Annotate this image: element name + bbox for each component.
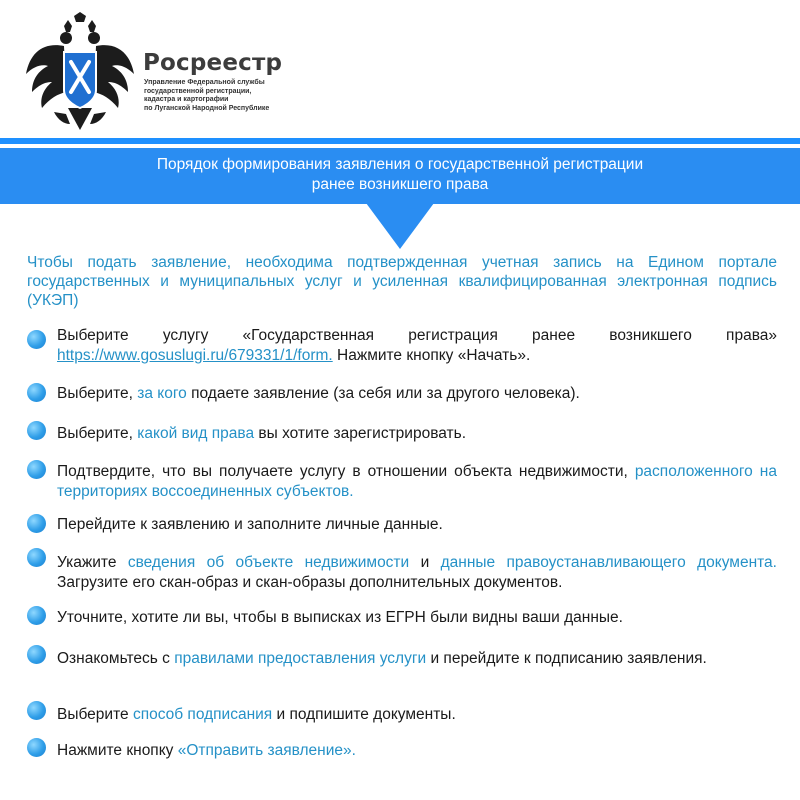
bullet-dot-icon xyxy=(27,645,46,664)
bullet-dot-icon xyxy=(27,330,46,349)
list-item: Укажите сведения об объекте недвижимости и данные правоустанавливающего документа. Загрузите его скан-образ и скан-образы дополнительных документов. xyxy=(57,554,777,591)
list-item: Перейдите к заявлению и заполните личные данные. xyxy=(57,516,443,533)
list-item: Уточните, хотите ли вы, чтобы в выписках из ЕГРН были видны ваши данные. xyxy=(57,609,623,626)
list-item: Выберите способ подписания и подпишите документы. xyxy=(57,706,456,723)
bullet-dot-icon xyxy=(27,383,46,402)
list-item: Нажмите кнопку «Отправить заявление». xyxy=(57,742,356,759)
bullet-dot-icon xyxy=(27,421,46,440)
bullet-dot-icon xyxy=(27,701,46,720)
list-item: Выберите, за кого подаете заявление (за себя или за другого человека). xyxy=(57,385,580,402)
banner-title-line-2: ранее возникшего права xyxy=(311,176,489,193)
intro-text: Чтобы подать заявление, необходима подтвержденная учетная запись на Едином портале государственных и муниципальных услуг и усиленная квалифицированная электронная подпись (УКЭП) xyxy=(27,254,777,309)
bullet-dot-icon xyxy=(27,460,46,479)
list-item: Подтвердите, что вы получаете услугу в отношении объекта недвижимости, расположенного на территориях воссоединенных субъектов. xyxy=(57,463,777,500)
list-item: Выберите услугу «Государственная регистрация ранее возникшего права» https://www.gosuslugi.ru/679331/1/form. Нажмите кнопку «Начать». xyxy=(57,327,777,364)
gosuslugi-link[interactable]: https://www.gosuslugi.ru/679331/1/form. xyxy=(57,346,333,364)
bullet-dot-icon xyxy=(27,606,46,625)
brand-name: Росреестр xyxy=(143,50,283,76)
list-item: Выберите, какой вид права вы хотите зарегистрировать. xyxy=(57,425,467,442)
bullet-dot-icon xyxy=(27,514,46,533)
bullet-dot-icon xyxy=(27,738,46,757)
bullet-dot-icon xyxy=(27,548,46,567)
list-item: Ознакомьтесь с правилами предоставления услуги и перейдите к подписанию заявления. xyxy=(57,650,707,667)
brand-subtitle: Управление Федеральной службы государственной регистрации, кадастра и картографии по Луганской Народной Республике xyxy=(144,79,270,112)
banner-title-line-1: Порядок формирования заявления о государственной регистрации xyxy=(156,156,644,173)
